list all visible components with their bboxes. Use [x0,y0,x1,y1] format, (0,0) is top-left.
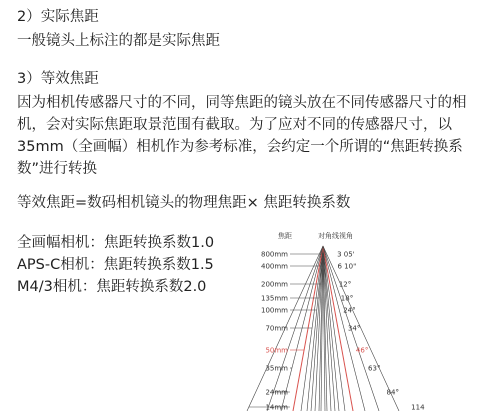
view-angle-label: 63° [368,364,381,373]
diagram-header-focal: 焦距 [278,232,292,240]
paragraph-line: 35mm（全画幅）相机作为参考标准，会约定一个所谓的“焦距转换系 [17,139,463,155]
factor-full-frame: 全画幅相机：焦距转换系数1.0 [17,235,215,251]
paragraph-line: 因为相机传感器尺寸的不同，同等焦距的镜头放在不同传感器尺寸的相 [17,95,467,111]
section-2-text: 一般镜头上标注的都是实际焦距 [17,33,220,49]
factor-aps-c: APS-C相机：焦距转换系数1.5 [17,257,214,273]
paragraph-line: 机，会对实际焦距取景范围有截取。为了应对不同的传感器尺寸，以 [17,117,452,133]
focal-length-label: 200mm [261,280,288,289]
view-angle-label: 34° [347,324,361,333]
focal-length-label: 135mm [261,294,288,303]
focal-length-label: 35mm [265,364,288,373]
view-angle-label: 24° [343,306,356,315]
view-angle-label: 6 10" [337,262,357,271]
view-angle-label: 46° [355,346,369,355]
focal-length-label: 24mm [265,388,288,397]
fan-line-right [323,246,399,411]
focal-length-label: 70mm [265,324,288,333]
focal-length-label: 14mm [265,403,288,411]
section-3-heading: 3）等效焦距 [17,71,99,87]
factor-m43: M4/3相机：焦距转换系数2.0 [17,279,207,295]
fan-line-right [323,246,339,411]
view-angle-label: 18° [340,294,354,303]
focal-length-label: 400mm [261,262,288,271]
view-angle-label: 84° [386,388,399,397]
formula-text: 等效焦距=数码相机镜头的物理焦距× 焦距转换系数 [17,195,351,211]
focal-length-label: 50mm [265,346,288,355]
focal-length-label: 100mm [261,306,288,315]
fan-line-left [307,246,323,411]
view-angle-label: 114 [411,403,425,411]
diagram-header-angle: 对角线视角 [318,232,353,240]
section-2-heading: 2）实际焦距 [17,9,99,25]
view-angle-label: 12° [338,280,352,289]
fan-line-left [293,246,323,411]
focal-length-label: 800mm [261,250,288,259]
paragraph-line: 数”进行转换 [17,161,98,177]
view-angle-label: 3 05' [337,250,355,259]
